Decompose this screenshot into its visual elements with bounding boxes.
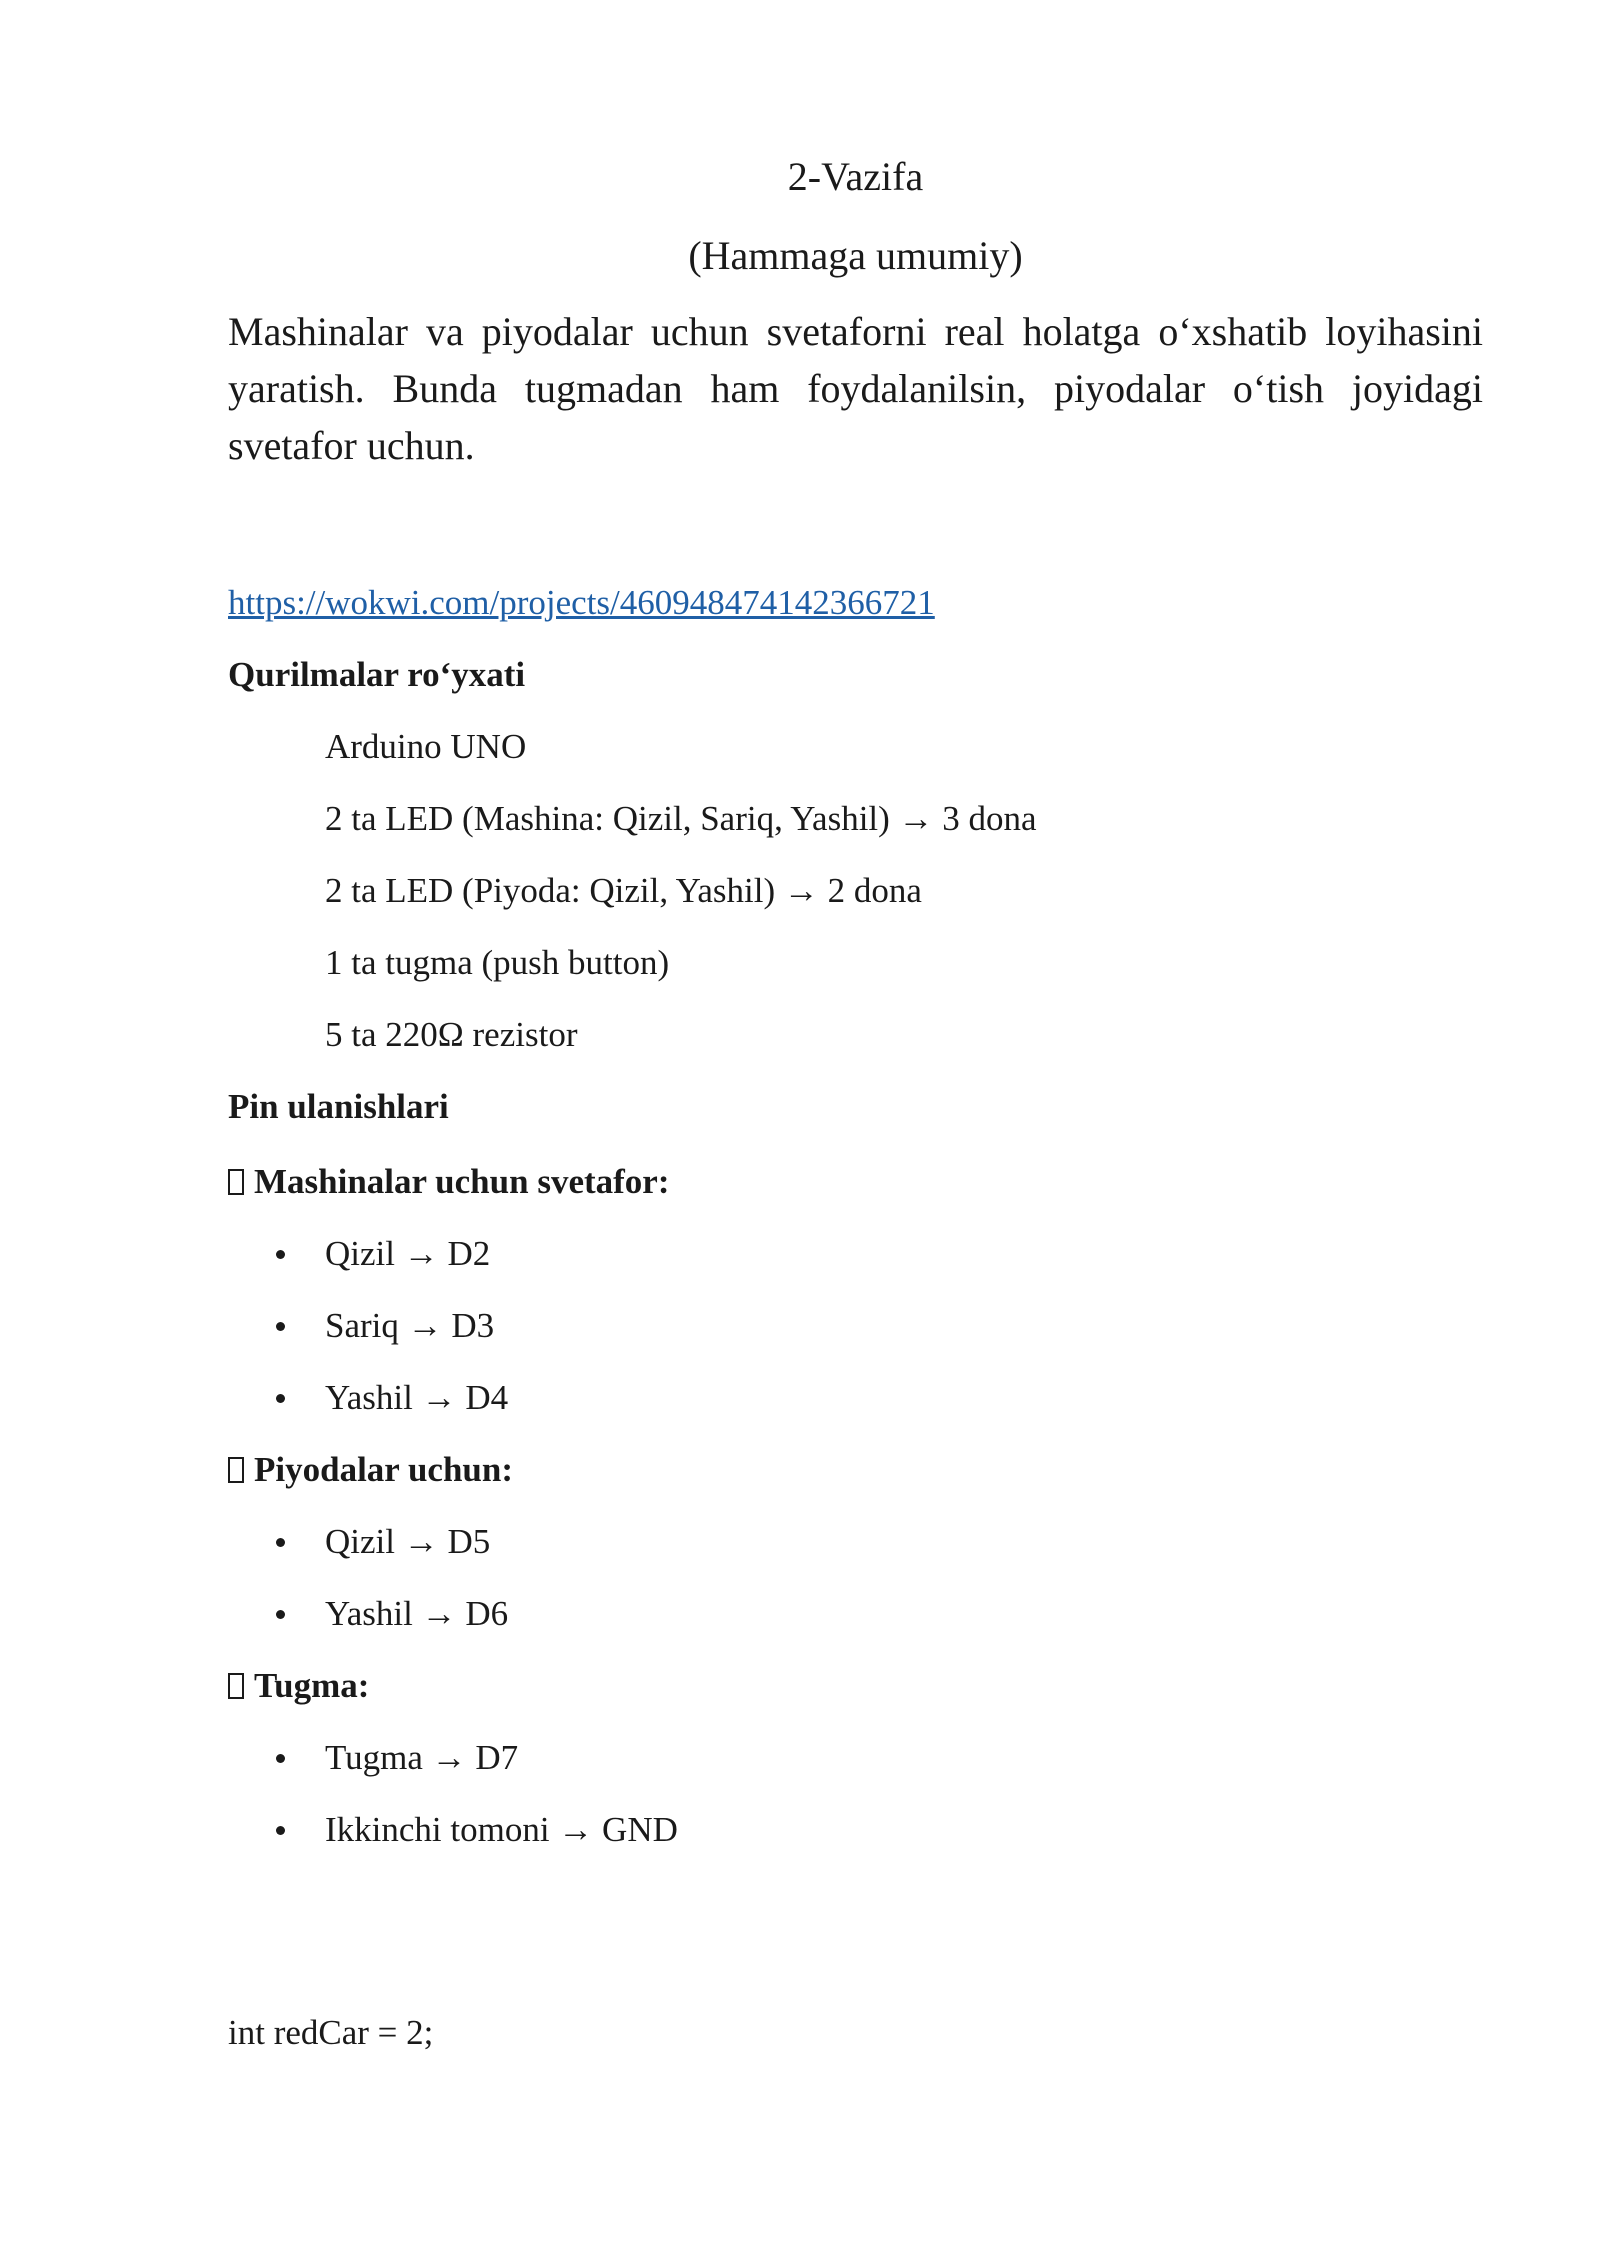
cars-heading-text: Mashinalar uchun svetafor: [254, 1162, 670, 1201]
device-item: 2 ta LED (Piyoda: Qizil, Yashil) → 2 dona [325, 871, 922, 910]
button-section-heading [228, 1662, 1483, 1710]
bullet-icon [276, 1826, 285, 1835]
button-pin-list [228, 1734, 1483, 1854]
list-item-text: Qizil → D5 [325, 1522, 491, 1561]
list-item-text: Sariq → D3 [325, 1306, 495, 1345]
bullet-icon [276, 1538, 285, 1547]
list-item-text: Ikkinchi tomoni → GND [325, 1810, 678, 1849]
device-item: 5 ta 220Ω rezistor [325, 1015, 578, 1054]
missing-glyph-icon [228, 1169, 244, 1195]
task-description: Mashinalar va piyodalar uchun svetaforni real holatga o‘xshatib loyihasini yaratish. Bunda tugmadan ham foydalanilsin, piyodalar o‘tish joyidagi svetafor uchun. [228, 309, 1483, 468]
device-item: Arduino UNO [325, 727, 527, 766]
bullet-icon [276, 1250, 285, 1259]
list-item [228, 1734, 1483, 1782]
code-line: int redCar = 2; [228, 2013, 434, 2052]
list-item-text: Yashil → D6 [325, 1594, 509, 1633]
list-item-text: Yashil → D4 [325, 1378, 509, 1417]
list-item [228, 1806, 1483, 1854]
document-subtitle: (Hammaga umumiy) [688, 233, 1023, 278]
list-item [228, 1230, 1483, 1278]
devices-list [228, 723, 1483, 1059]
list-item-text: Tugma → D7 [325, 1738, 519, 1777]
list-item-text: Qizil → D2 [325, 1234, 491, 1273]
list-item [228, 1518, 1483, 1566]
device-item: 2 ta LED (Mashina: Qizil, Sariq, Yashil) → 3 dona [325, 799, 1037, 838]
missing-glyph-icon [228, 1673, 244, 1699]
pedestrians-pin-list [228, 1518, 1483, 1638]
bullet-icon [276, 1322, 285, 1331]
document-title: 2-Vazifa [787, 154, 924, 199]
cars-pin-list [228, 1230, 1483, 1422]
wokwi-project-link[interactable]: https://wokwi.com/projects/460948474142366721 [228, 583, 935, 622]
missing-glyph-icon [228, 1457, 244, 1483]
bullet-icon [276, 1610, 285, 1619]
device-item: 1 ta tugma (push button) [325, 943, 670, 982]
cars-section-heading [228, 1158, 1483, 1206]
bullet-icon [276, 1394, 285, 1403]
button-heading-text: Tugma: [254, 1666, 370, 1705]
pedestrians-section-heading [228, 1446, 1483, 1494]
list-item [228, 1374, 1483, 1422]
list-item [228, 1302, 1483, 1350]
pins-heading: Pin ulanishlari [228, 1087, 449, 1126]
devices-heading: Qurilmalar ro‘yxati [228, 655, 526, 694]
bullet-icon [276, 1754, 285, 1763]
list-item [228, 1590, 1483, 1638]
document-page [228, 150, 1483, 2057]
pedestrians-heading-text: Piyodalar uchun: [254, 1450, 513, 1489]
